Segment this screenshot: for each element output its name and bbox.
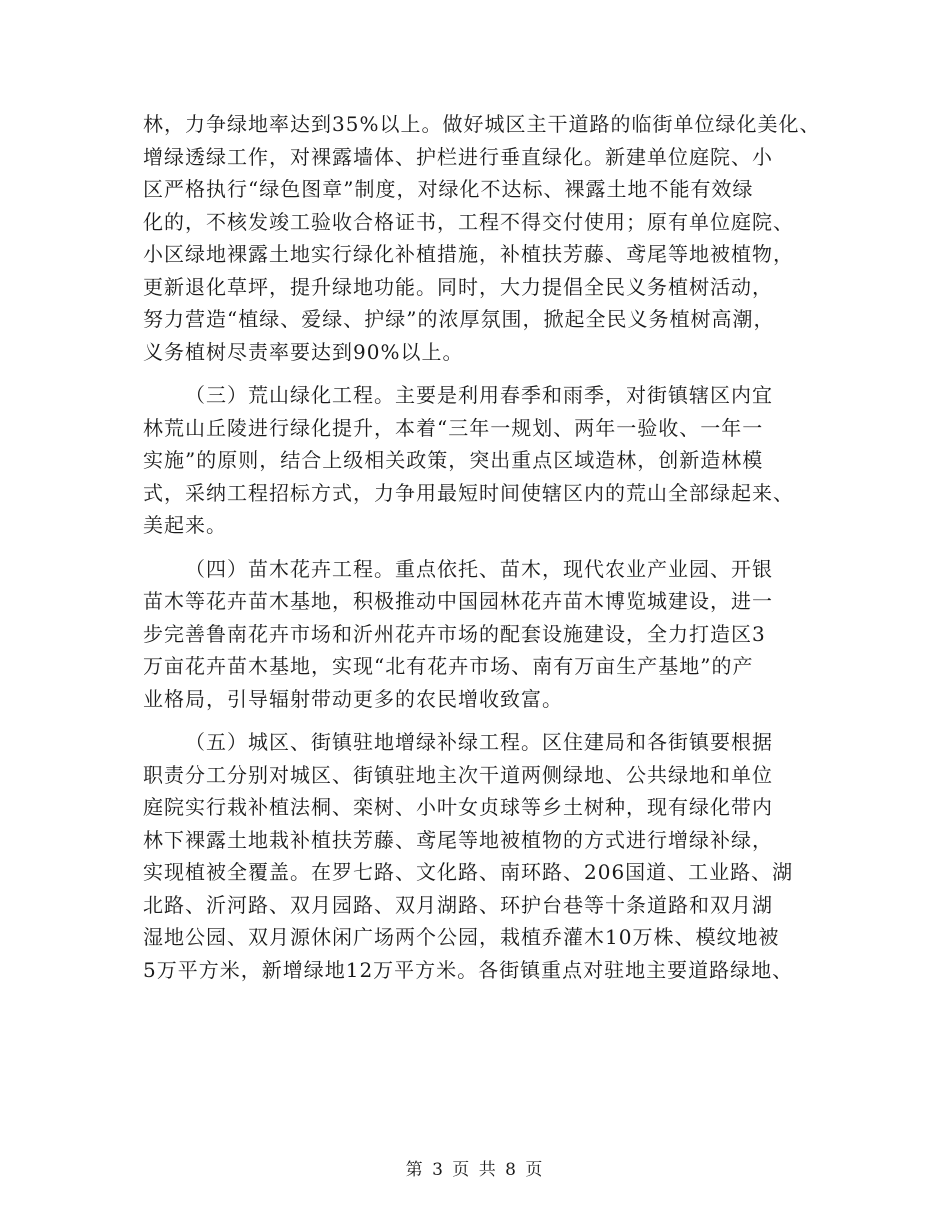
text-line: 区严格执行“绿色图章”制度，对绿化不达标、裸露土地不能有效绿 <box>143 177 754 201</box>
text-line: （五）城区、街镇驻地增绿补绿工程。区住建局和各街镇要根据 <box>185 730 773 754</box>
current-page-number: 3 <box>432 1160 445 1180</box>
text-line: 美起来。 <box>143 513 227 537</box>
text-line: 万亩花卉苗木基地，实现“北有花卉市场、南有万亩生产基地”的产 <box>143 654 754 678</box>
text-line: 林下裸露土地栽补植扶芳藤、鸢尾等地被植物的方式进行增绿补绿， <box>143 827 773 852</box>
text-line: 职责分工分别对城区、街镇驻地主次干道两侧绿地、公共绿地和单位 <box>143 762 773 787</box>
paragraph-urban-greening <box>143 726 823 986</box>
text-line: 增绿透绿工作，对裸露墙体、护栏进行垂直绿化。新建单位庭院、小 <box>143 144 773 169</box>
text-line: 更新退化草坪，提升绿地功能。同时，大力提倡全民义务植树活动， <box>143 274 773 299</box>
text-line: 北路、沂河路、双月园路、双月湖路、环护台巷等十条道路和双月湖 <box>143 892 773 917</box>
text-line: 义务植树尽责率要达到90%以上。 <box>143 339 464 364</box>
text-line: 5万平方米，新增绿地12万平方米。各街镇重点对驻地主要道路绿地、 <box>143 957 794 982</box>
text-line: 湿地公园、双月源休闲广场两个公园，栽植乔灌木10万株、模纹地被 <box>143 925 780 949</box>
text-line: （三）荒山绿化工程。主要是利用春季和雨季，对街镇辖区内宜 <box>185 383 773 407</box>
text-line: 实施”的原则，结合上级相关政策，突出重点区域造林，创新造林模 <box>143 448 764 472</box>
text-line: 实现植被全覆盖。在罗七路、文化路、南环路、206国道、工业路、湖 <box>143 860 794 884</box>
paragraph-greening-continued <box>143 108 823 368</box>
text-line: 步完善鲁南花卉市场和沂州花卉市场的配套设施建设，全力打造区3 <box>143 621 766 646</box>
footer-suffix: 页 <box>525 1160 545 1180</box>
text-line: 业格局，引导辐射带动更多的农民增收致富。 <box>143 686 563 711</box>
text-line: 庭院实行栽补植法桐、栾树、小叶女贞球等乡土树种，现有绿化带内 <box>143 795 773 819</box>
page-footer <box>0 1155 950 1180</box>
total-page-count: 8 <box>505 1160 518 1180</box>
paragraph-nursery-flowers <box>143 553 823 716</box>
text-line: 林，力争绿地率达到35%以上。做好城区主干道路的临街单位绿化美化、 <box>143 112 821 136</box>
text-line: 式，采纳工程招标方式，力争用最短时间使辖区内的荒山全部绿起来、 <box>143 480 794 505</box>
text-line: 林荒山丘陵进行绿化提升，本着“三年一规划、两年一验收、一年一 <box>143 415 764 440</box>
text-line: 小区绿地裸露土地实行绿化补植措施，补植扶芳藤、鸢尾等地被植物， <box>143 242 794 266</box>
text-line: 努力营造“植绿、爱绿、护绿”的浓厚氛围，掀起全民义务植树高潮， <box>143 307 775 331</box>
footer-middle: 页 共 <box>452 1160 498 1180</box>
text-line: 化的，不核发竣工验收合格证书，工程不得交付使用；原有单位庭院、 <box>143 209 794 234</box>
text-line: （四）苗木花卉工程。重点依托、苗木，现代农业产业园、开银 <box>185 556 773 581</box>
text-line: 苗木等花卉苗木基地，积极推动中国园林花卉苗木博览城建设，进一 <box>143 589 773 613</box>
paragraph-barren-hill-greening <box>143 379 823 542</box>
footer-prefix: 第 <box>405 1160 425 1180</box>
document-body <box>143 108 823 986</box>
